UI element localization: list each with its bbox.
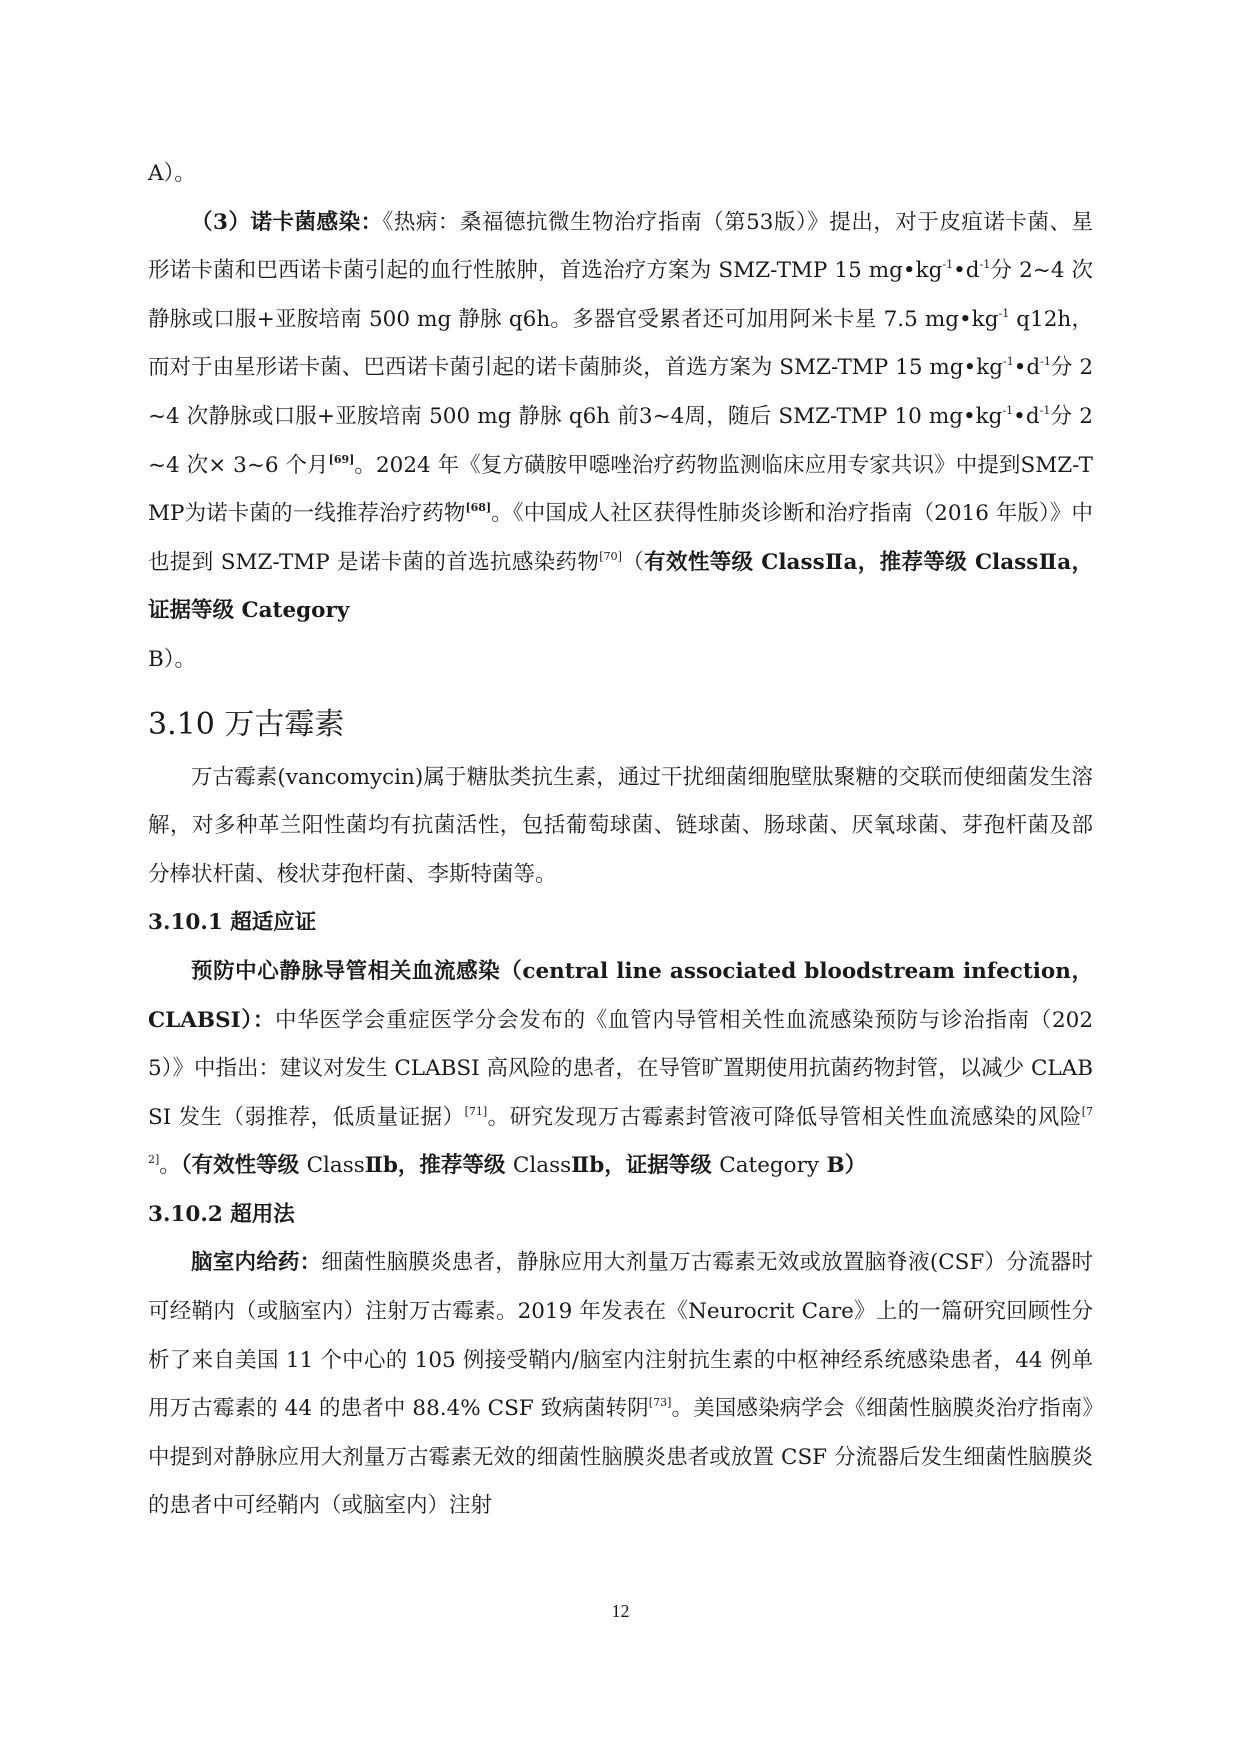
text: 细菌性脑膜炎患者，静脉应用大剂量万古霉素无效或放置脑脊液(CSF）分流器时可经鞘内（或脑室内）注射万古霉素。2019 年发表在《Neurocrit Care》上的一篇研究回顾性分析了来自美国 11 个中心的 105 例接受鞘内/脑室内注射抗生素的中枢神经系统感染患者，44 例单用万古霉素的 44 的患者中 88.4% CSF 致病菌转阴: [148, 1250, 1093, 1422]
text: 分 2~4 次静脉或口服+亚胺培南 500 mg 静脉 q6h。多器官受累者还可加用阿米卡星 7.5 mg•kg: [148, 258, 1093, 332]
evidence-grade: Ⅱb，证据等级: [571, 1153, 720, 1179]
text: 。研究发现万古霉素封管液可降低导管相关性血流感染的风险: [487, 1104, 1082, 1130]
superscript: -1: [998, 306, 1010, 320]
evidence-grade: 有效性等级 ClassⅡa，推荐等级 ClassⅡa，证据等级 Category: [148, 549, 1093, 624]
text: •d: [953, 258, 980, 284]
superscript: -1: [1039, 403, 1051, 417]
text: 。美国感染病学会《细菌性脑膜炎治疗指南》中提到对静脉应用大剂量万古霉素无效的细菌性脑膜炎患者或放置 CSF 分流器后发生细菌性脑膜炎的患者中可经鞘内（或脑室内）注射: [148, 1396, 1093, 1519]
text: Class: [306, 1153, 365, 1179]
subsection-heading-3-10-1: 3.10.1 超适应证: [148, 910, 317, 936]
text: 《热病：桑福德抗微生物治疗指南（第53版）》提出，对于皮疽诺卡菌、星形诺卡菌和巴西诺卡菌引起的血行性脓肿，首选治疗方案为 SMZ-TMP 15 mg•kg: [148, 209, 1093, 284]
text: Class: [512, 1153, 572, 1179]
superscript: -1: [1003, 355, 1014, 369]
paragraph-continuation: A）。: [148, 161, 196, 186]
superscript: -1: [1002, 403, 1014, 417]
citation-ref: [71]: [464, 1104, 488, 1118]
text: 。《中国成人社区获得性肺炎诊断和治疗指南（2016 年版）》中也提到 SMZ-TMP 是诺卡菌的首选抗感染药物: [148, 501, 1093, 575]
paragraph-intraventricular: [148, 1239, 1093, 1531]
document-page: [148, 150, 1093, 1531]
section-heading-3-10: 3.10 万古霉素: [148, 706, 345, 742]
citation-ref: [70]: [599, 549, 622, 563]
nocardia-lead: （3）诺卡菌感染：: [191, 209, 383, 235]
superscript: -1: [942, 258, 954, 272]
text: 中华医学会重症医学分会发布的《血管内导管相关性血流感染预防与诊治指南（2025）》中指出：建议对发生 CLABSI 高风险的患者，在导管旷置期使用抗菌药物封管，以减少 CLABSI 发生（弱推荐，低质量证据）: [148, 1007, 1093, 1130]
text: 分 2~4 次静脉或口服+亚胺培南 500 mg 静脉 q6h 前3~4周，随后 SMZ-TMP 10 mg•kg: [148, 355, 1093, 429]
citation-ref: [68]: [465, 501, 492, 515]
paragraph-vancomycin-intro: 万古霉素(vancomycin)属于糖肽类抗生素，通过干扰细菌细胞壁肽聚糖的交联而使细菌发生溶解，对多种革兰阳性菌均有抗菌活性，包括葡萄球菌、链球菌、肠球菌、厌氧球菌、芽孢杆菌及部分棒状杆菌、梭状芽孢杆菌、李斯特菌等。: [148, 764, 1093, 887]
text: Category: [719, 1153, 820, 1179]
text: •d: [1013, 403, 1040, 429]
superscript: -1: [1040, 355, 1051, 369]
citation-ref: [73]: [648, 1396, 672, 1410]
paragraph-nocardia: [148, 199, 1093, 636]
evidence-grade: B）: [819, 1153, 867, 1179]
text: 。: [159, 1153, 181, 1179]
evidence-grade: Ⅱb，推荐等级: [364, 1153, 513, 1179]
subsection-heading-3-10-2: 3.10.2 超用法: [148, 1201, 295, 1227]
clabsi-lead: 预防中心静脉导管相关血流感染（central line associated bloodstream infection，CLABSI）：: [148, 958, 1093, 1033]
paragraph-tail: B）。: [148, 646, 197, 672]
text: •d: [1013, 355, 1041, 381]
citation-ref: [72]: [148, 1104, 1093, 1167]
paragraph-clabsi: [148, 948, 1093, 1191]
page-number: 12: [611, 1601, 630, 1621]
evidence-grade: （有效性等级: [180, 1153, 307, 1179]
text: 。2024 年《复方磺胺甲噁唑治疗药物监测临床应用专家共识》中提到SMZ-TMP为诺卡菌的一线推荐治疗药物: [148, 452, 1093, 527]
superscript: -1: [979, 258, 991, 272]
text: 分 2~4 次× 3~6 个月: [148, 403, 1093, 478]
intraventricular-lead: 脑室内给药：: [191, 1250, 322, 1276]
text: （: [621, 549, 645, 575]
citation-ref: [69]: [328, 452, 355, 466]
text: q12h，而对于由星形诺卡菌、巴西诺卡菌引起的诺卡菌肺炎，首选方案为 SMZ-TMP 15 mg•kg: [148, 306, 1093, 381]
